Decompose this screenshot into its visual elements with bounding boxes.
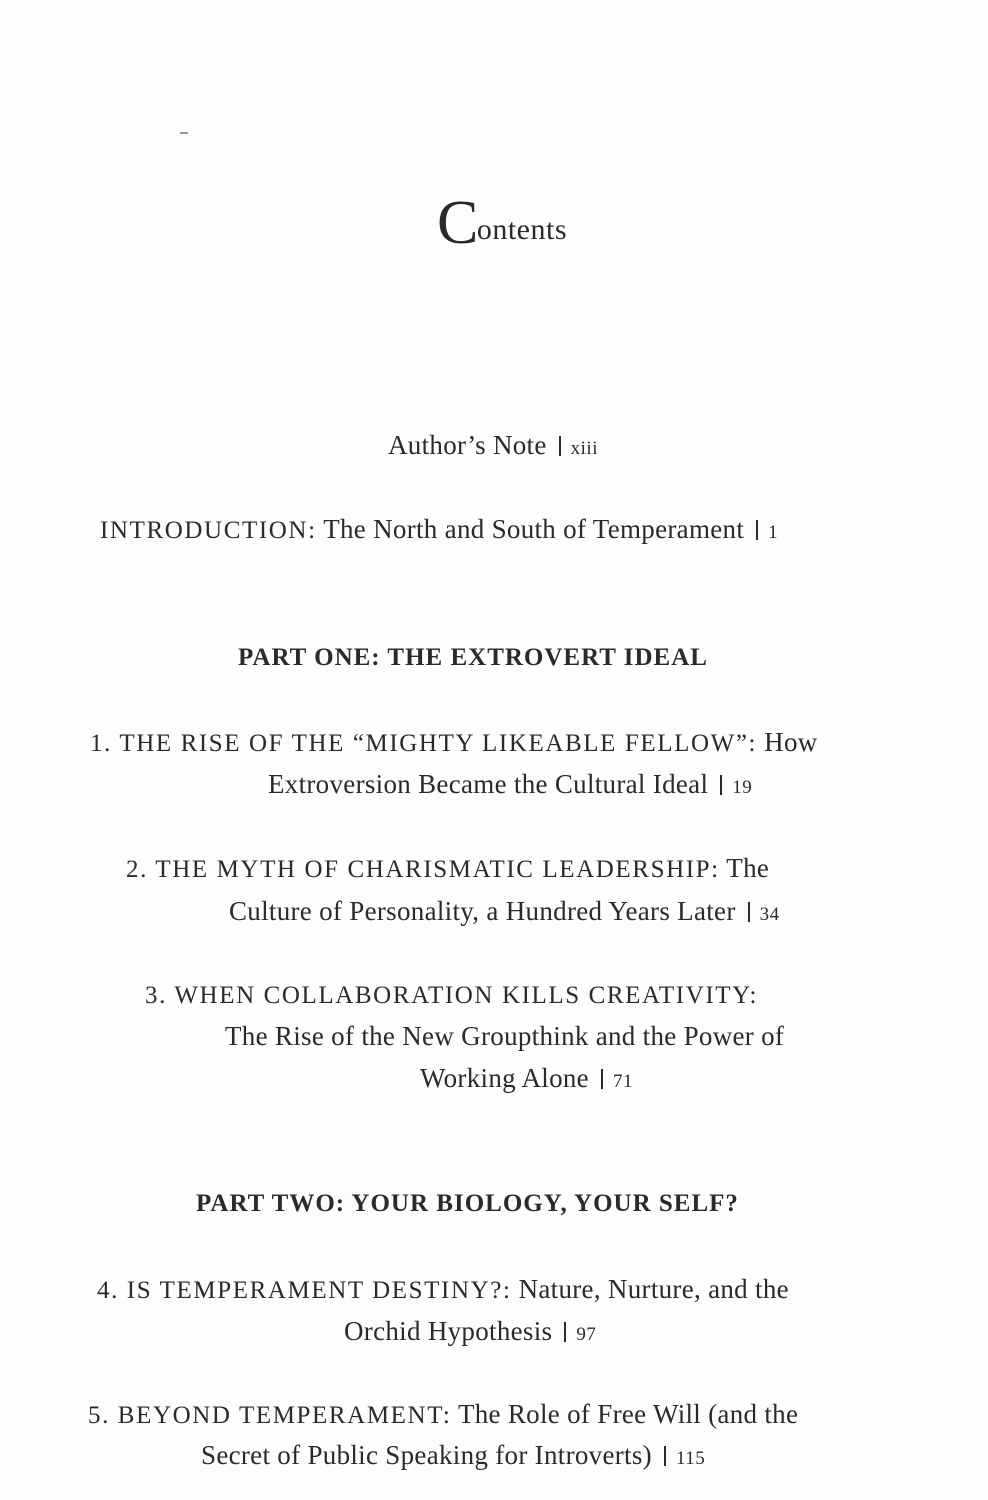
entry-label: The North and South of Temperament (323, 514, 745, 544)
entry-caps: 2. THE MYTH OF CHARISMATIC LEADERSHIP: (126, 856, 720, 883)
page-number: 115 (675, 1448, 706, 1469)
entry-label: Author’s Note (388, 430, 547, 460)
entry-label: Working Alone (420, 1063, 589, 1093)
separator (564, 1322, 566, 1342)
entry-label: Orchid Hypothesis (344, 1316, 553, 1346)
part-heading-one: PART ONE: THE EXTROVERT IDEAL (238, 644, 708, 671)
separator (664, 1446, 666, 1466)
entry-label: Extroversion Became the Cultural Ideal (268, 769, 709, 799)
page-number: 34 (759, 904, 780, 925)
entry-label: Nature, Nurture, and the (518, 1274, 789, 1304)
title-initial: C (436, 189, 479, 257)
page-number: 97 (576, 1324, 597, 1345)
entry-label: Culture of Personality, a Hundred Years Later (229, 896, 736, 926)
separator (756, 520, 758, 540)
part-heading-two: PART TWO: YOUR BIOLOGY, YOUR SELF? (196, 1190, 739, 1217)
scan-speck (180, 132, 188, 134)
page-title (0, 188, 988, 259)
entry-caps: 1. THE RISE OF THE “MIGHTY LIKEABLE FELLOW”: (90, 730, 758, 757)
entry-label: The Rise of the New Groupthink and the Power of (225, 1021, 785, 1051)
entry-caps: 3. WHEN COLLABORATION KILLS CREATIVITY: (145, 982, 759, 1009)
entry-label: How (764, 727, 818, 757)
separator (601, 1069, 603, 1089)
entry-label: The Role of Free Will (and the (457, 1399, 799, 1429)
page-number: 19 (732, 777, 753, 798)
title-rest: ontents (476, 213, 568, 246)
entry-caps: INTRODUCTION: (100, 517, 317, 544)
entry-caps: 5. BEYOND TEMPERAMENT: (88, 1402, 452, 1429)
entry-caps: 4. IS TEMPERAMENT DESTINY?: (97, 1277, 512, 1304)
toc-entry-authors-note[interactable] (388, 430, 598, 461)
page-number: 1 (768, 522, 779, 543)
entry-label: Secret of Public Speaking for Introverts) (201, 1440, 652, 1470)
separator (748, 902, 750, 922)
page-number: 71 (612, 1071, 633, 1092)
separator (559, 436, 561, 456)
entry-label: The (726, 853, 770, 883)
separator (720, 775, 722, 795)
toc-entry-introduction[interactable] (100, 514, 778, 545)
page-number: xiii (570, 438, 598, 459)
